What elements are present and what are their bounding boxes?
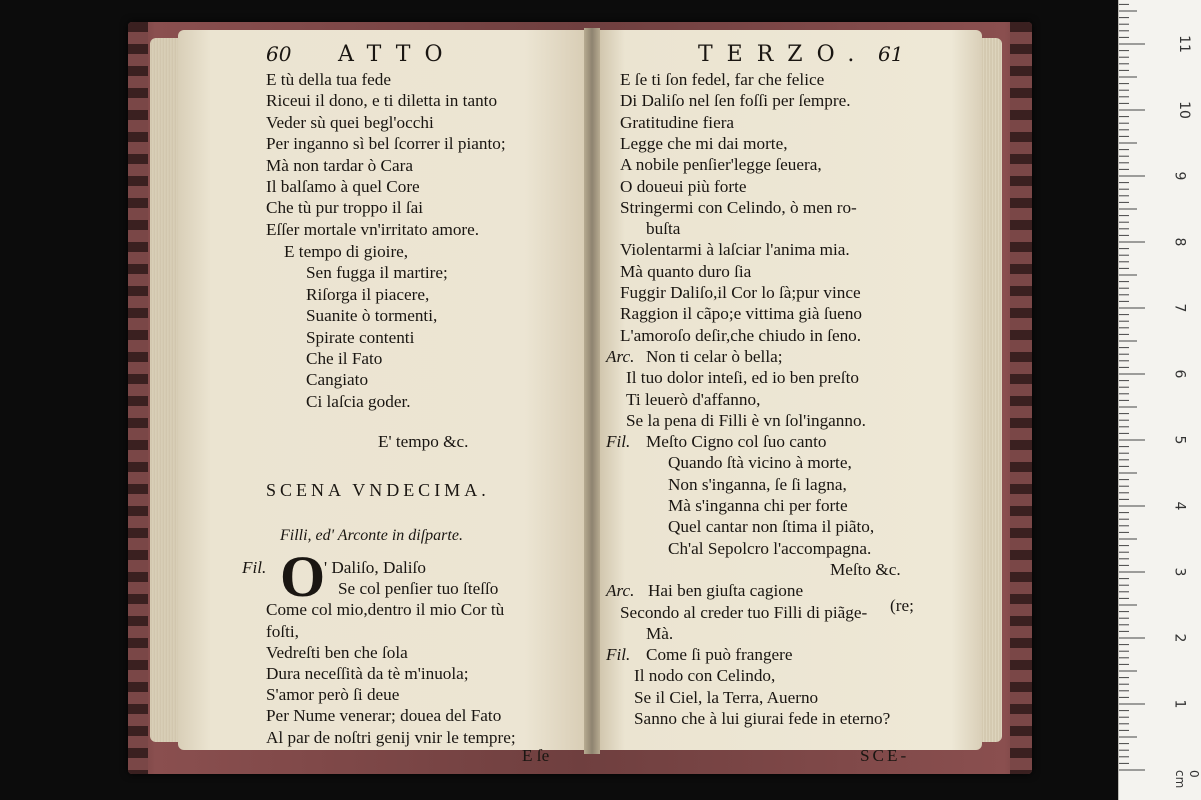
dialogue-line: Sanno che à lui giurai fede in eterno? <box>634 709 891 728</box>
left-page <box>178 30 586 765</box>
dialogue-line: E ſe ti ſon fedel, far che felice <box>620 70 825 89</box>
ruler-number: 4 <box>1171 501 1188 511</box>
verse-line: Che tù pur troppo il ſai <box>266 198 424 218</box>
dialogue-line: Stringermi con Celindo, ò men ro- <box>620 197 857 217</box>
dialogue-line: O doueui più forte <box>620 176 747 196</box>
verse-line: Veder sù quei begl'occhi <box>266 112 434 132</box>
verse-line: Riceui il dono, e ti diletta in tanto <box>266 91 498 111</box>
refrain: E' tempo &c. <box>378 432 469 451</box>
dialogue-line: Violentarmi à laſciar l'anima mia. <box>620 240 850 260</box>
dialogue-line: L'amoroſo deſir,che chiudo in ſeno. <box>620 325 862 345</box>
cover-edge-right <box>1010 22 1032 774</box>
scene-verse-line: Al par de noſtri genij vnir le tempre; <box>266 727 516 747</box>
ruler-number: 1 <box>1171 699 1188 709</box>
dialogue-line: Mà s'inganna chi per forte <box>668 496 848 515</box>
verse-line: Per inganno sì bel ſcorrer il pianto; <box>266 134 506 154</box>
dialogue-line: Se il Ciel, la Terra, Auerno <box>634 687 819 707</box>
dialogue-line: Non s'inganna, ſe ſi lagna, <box>668 474 847 494</box>
song-line: Riſorga il piacere, <box>306 284 430 304</box>
dialogue-line: Se la pena di Filli è vn ſol'inganno. <box>626 410 866 430</box>
dialogue-line: Quel cantar non ſtima il piãto, <box>668 517 875 537</box>
dialogue-line: Mà quanto duro ſia <box>620 261 752 281</box>
left-page-header: ATTO <box>338 42 457 67</box>
dialogue-line: Fuggir Daliſo,il Cor lo ſà;pur vince <box>620 283 861 302</box>
page-edges-right <box>980 38 1002 742</box>
dialogue-line: Non ti celar ò bella; <box>646 346 783 366</box>
dialogue-line: Di Daliſo nel ſen foſſi per ſempre. <box>620 91 851 111</box>
ruler-number: 6 <box>1171 369 1188 379</box>
dialogue-line: Come ſi può frangere <box>646 645 793 665</box>
speaker-label: Fil. <box>606 432 631 452</box>
song-line: E tempo di gioire, <box>284 242 409 261</box>
dialogue-line: Il nodo con Celindo, <box>634 666 776 686</box>
scene-verse-line: Vedreſti ben che ſola <box>266 642 408 662</box>
song-line: Sen fugga il martire; <box>306 263 448 283</box>
verse-line: Mà non tardar ò Cara <box>266 155 413 175</box>
turnover-fragment: (re; <box>890 596 914 615</box>
song-line: Che il Fato <box>306 349 383 368</box>
ruler-number: 2 <box>1171 633 1188 643</box>
measuring-ruler <box>1118 0 1201 800</box>
dialogue-line: A nobile penſier'legge ſeuera, <box>620 155 822 175</box>
right-page-header: TERZO. <box>698 42 869 67</box>
catchword: SCE- <box>860 746 910 765</box>
dialogue-line: Il tuo dolor inteſi, ed io ben preſto <box>626 368 859 388</box>
dialogue-line: Meſto &c. <box>830 559 901 579</box>
catchword: E ſe <box>522 746 550 765</box>
verse-line: E tù della tua fede <box>266 70 392 89</box>
ruler-unit-label: 0 cm <box>1173 770 1201 789</box>
scene-verse-line: Se col penſier tuo ſteſſo <box>338 579 499 599</box>
ruler-number: 3 <box>1171 567 1188 577</box>
stage-direction: Filli, ed' Arconte in diſparte. <box>280 527 463 544</box>
verse-line: Il balſamo à quel Core <box>266 177 420 196</box>
speaker-label: Arc. <box>606 346 635 366</box>
speaker-label: Arc. <box>606 581 635 601</box>
dialogue-line: buſta <box>646 219 681 239</box>
dialogue-line: Secondo al creder tuo Filli di piãge- <box>620 602 868 622</box>
ruler-number: 5 <box>1171 435 1188 445</box>
book-gutter <box>584 28 600 754</box>
dialogue-line: Ch'al Sepolcro l'accompagna. <box>668 538 872 558</box>
drop-capital: O <box>280 544 326 609</box>
ruler-number: 11 <box>1175 35 1192 53</box>
verse-line: Eſſer mortale vn'irritato amore. <box>266 219 480 239</box>
ruler-number: 7 <box>1171 303 1188 313</box>
song-line: Ci laſcia goder. <box>306 391 411 411</box>
dialogue-line: Raggion il cãpo;e vittima già ſueno <box>620 304 863 324</box>
scene-verse-line: Come col mio,dentro il mio Cor tù <box>266 600 505 620</box>
ruler-ticks <box>1119 0 1201 800</box>
scene-verse-line: Per Nume venerar; douea del Fato <box>266 706 502 726</box>
ruler-number: 10 <box>1175 101 1192 119</box>
scene-verse-line: ' Daliſo, Daliſo <box>324 558 426 577</box>
dialogue-line: Meſto Cigno col ſuo canto <box>646 432 827 452</box>
cover-edge-left <box>128 22 148 774</box>
ruler-number: 9 <box>1171 171 1188 181</box>
scene-verse-line: foſti, <box>266 621 299 641</box>
right-page-number: 61 <box>878 42 904 66</box>
speaker-label: Fil. <box>606 645 631 665</box>
song-line: Suanite ò tormenti, <box>306 306 438 326</box>
dialogue-line: Quando ſtà vicino à morte, <box>668 453 852 473</box>
dialogue-line: Ti leuerò d'affanno, <box>626 389 761 409</box>
dialogue-line: Mà. <box>646 623 674 643</box>
scene-verse-line: S'amor però ſi deue <box>266 685 400 705</box>
ruler-number: 8 <box>1171 237 1188 247</box>
song-line: Cangiato <box>306 370 369 390</box>
page-edges-left <box>150 38 180 742</box>
scene-verse-line: Dura neceſſità da tè m'inuola; <box>266 664 469 683</box>
scene-title: SCENA VNDECIMA. <box>266 480 490 500</box>
song-line: Spirate contenti <box>306 327 415 347</box>
right-page <box>598 30 982 765</box>
dialogue-line: Hai ben giuſta cagione <box>648 581 804 601</box>
speaker-label: Fil. <box>242 558 267 577</box>
left-page-number: 60 <box>266 42 292 66</box>
dialogue-line: Gratitudine fiera <box>620 112 735 132</box>
dialogue-line: Legge che mi dai morte, <box>620 133 788 153</box>
